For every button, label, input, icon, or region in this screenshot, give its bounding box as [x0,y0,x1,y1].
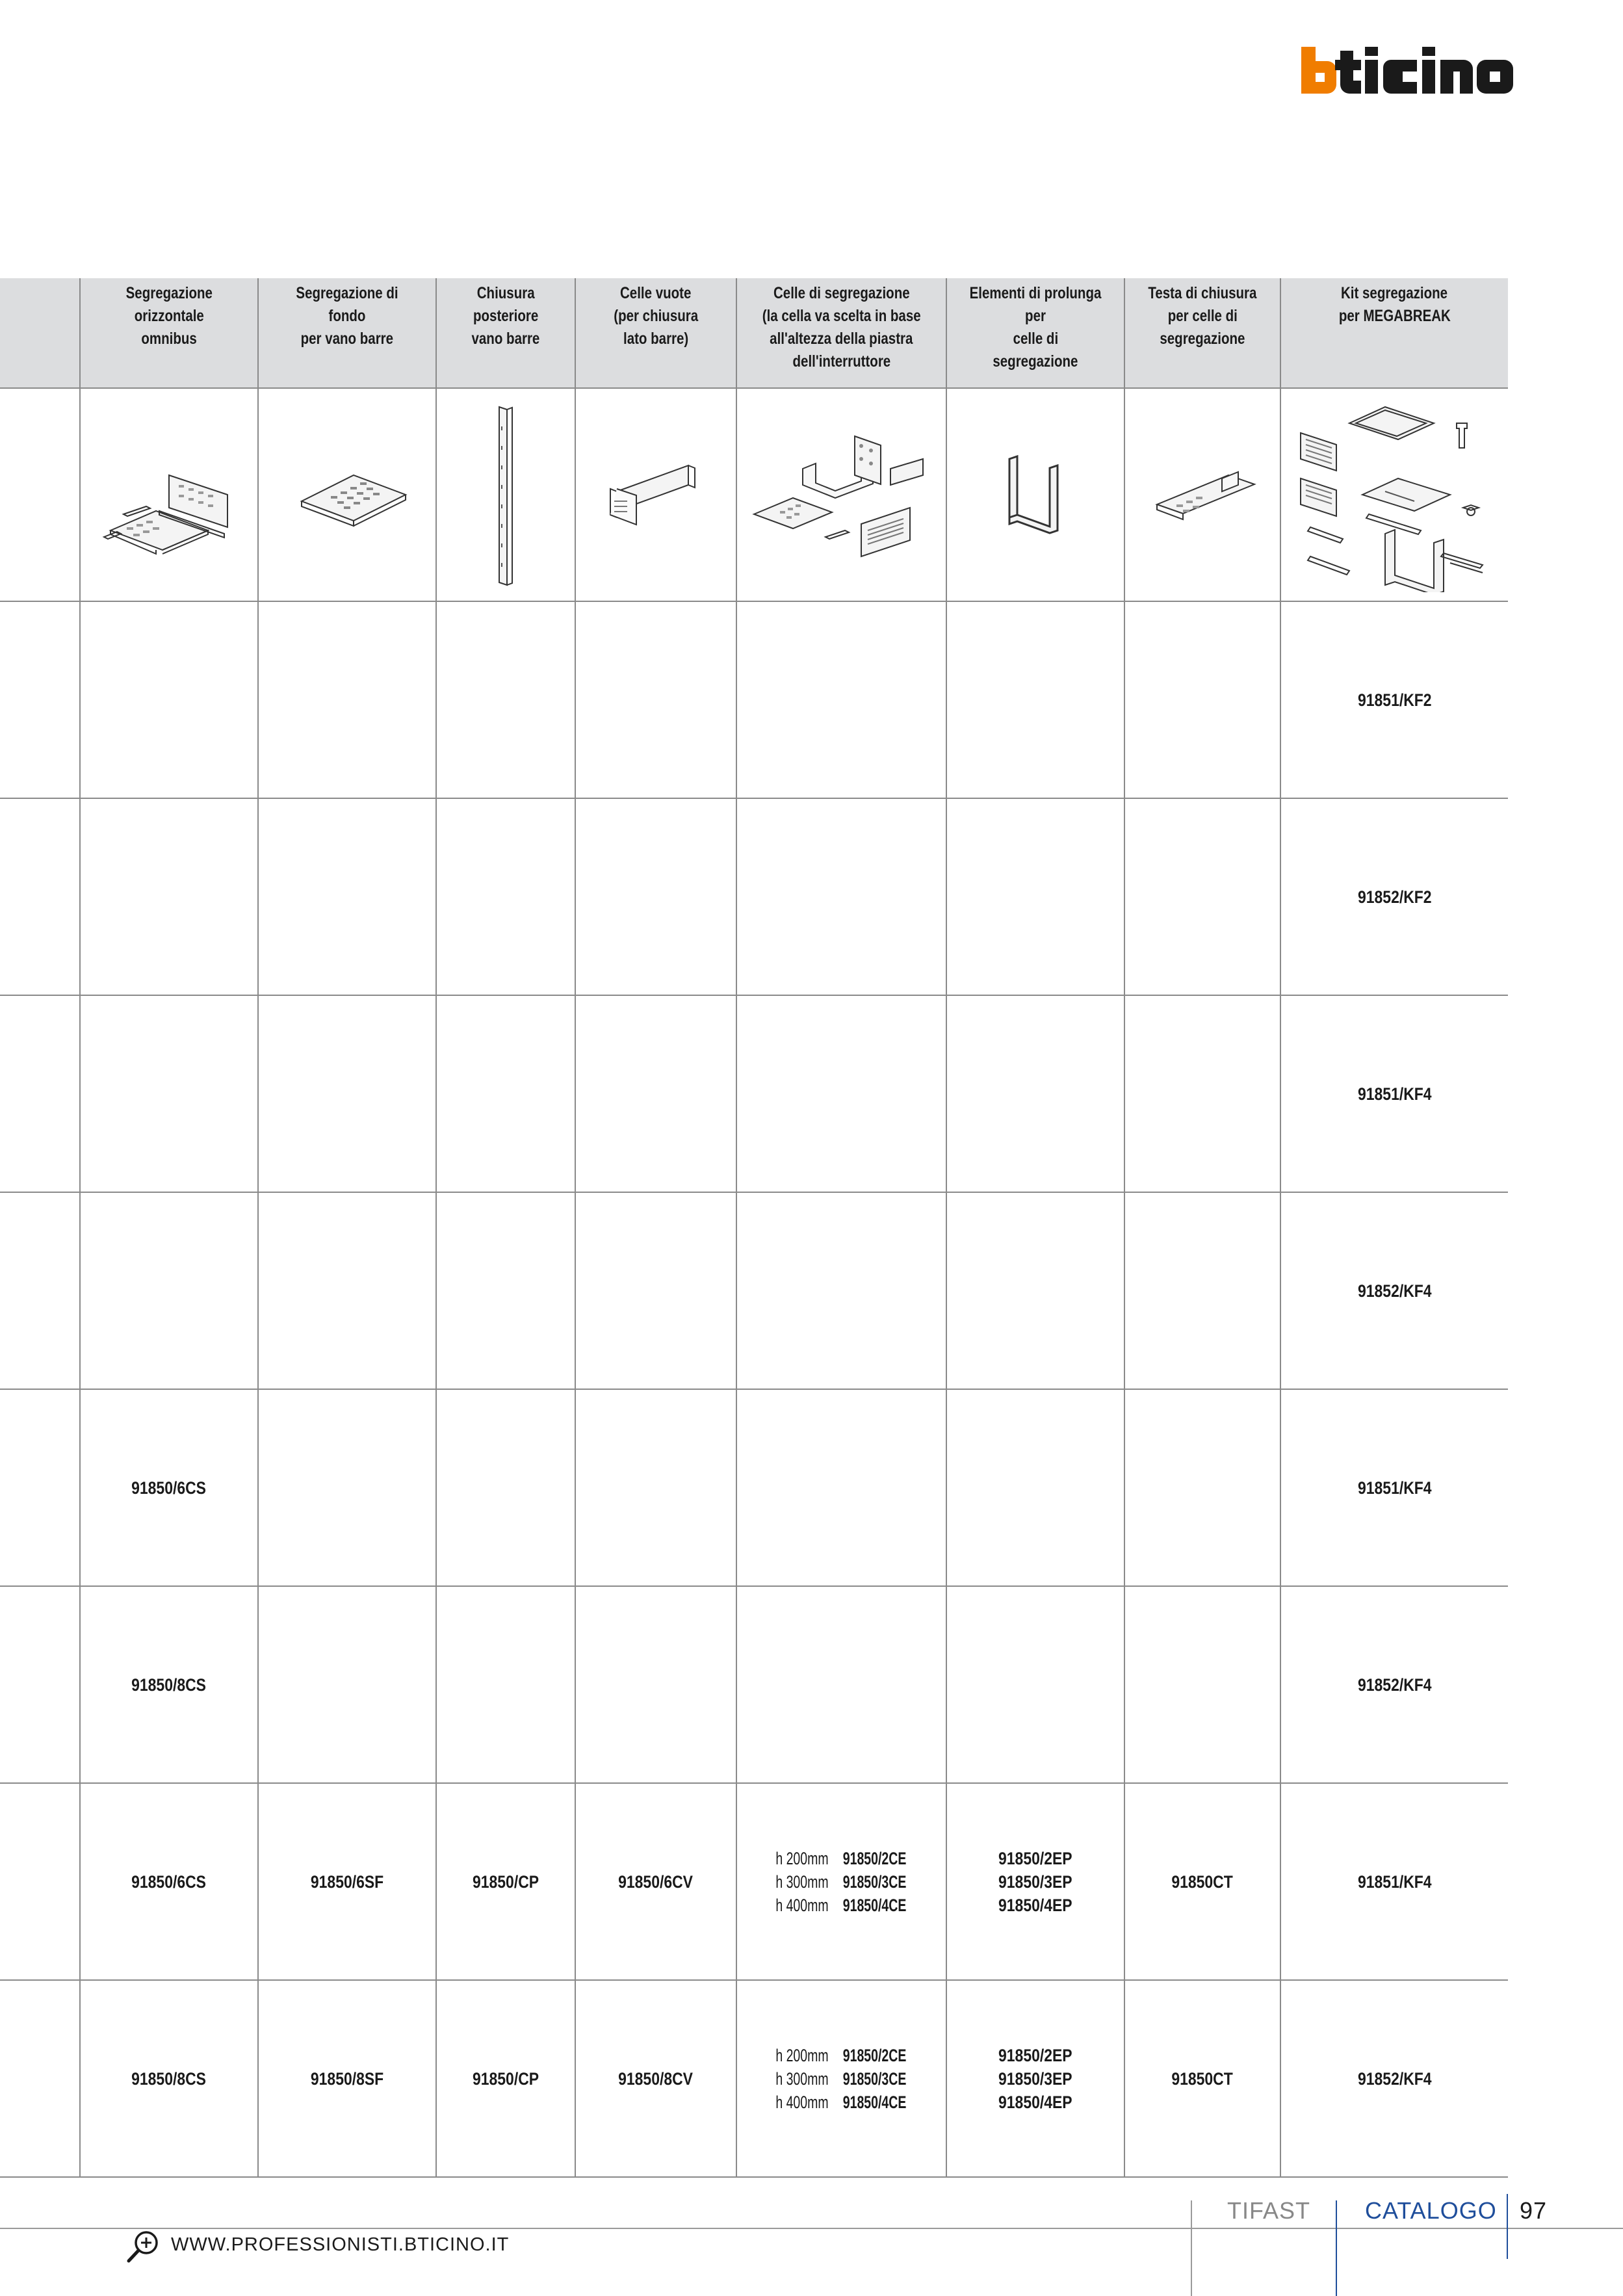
header-cell-fondo [258,278,436,388]
header-line: lato barre) [623,330,689,348]
table-cell [436,601,575,798]
cell-height-option [738,1894,945,1917]
table-row [0,1980,1508,2177]
table-cell [575,1389,736,1586]
product-code: 91850/6SF [310,1872,384,1892]
table-cell [736,798,946,995]
header-line: Testa di chiusura [1148,284,1257,302]
product-code: 91850/2EP [998,2045,1072,2065]
table-cell [436,1586,575,1783]
table-cell [1124,601,1280,798]
table-cell [575,1586,736,1783]
table-cell [575,1192,736,1389]
product-code: 91850/8CS [131,1675,207,1695]
table-cell [1124,1389,1280,1586]
table-row [0,1586,1508,1783]
table-cell [80,601,258,798]
empty-cell-drawing-icon [575,388,736,601]
table-cell [946,1783,1124,1980]
image-cell-empty [0,388,80,601]
header-line: segregazione [1160,330,1245,348]
table-cell [946,798,1124,995]
table-cell [1280,1980,1508,2177]
table-cell [575,798,736,995]
product-code: 91850/6CS [131,1872,207,1892]
header-line: Segregazione di fondo [296,284,398,325]
table-row [0,1389,1508,1586]
header-line: Elementi di prolunga per [969,284,1102,325]
table-cell [736,601,946,798]
table-cell [436,1783,575,1980]
header-line: Chiusura [476,284,535,302]
table-cell [1124,1192,1280,1389]
table-cell [1124,1586,1280,1783]
table-cell [946,1980,1124,2177]
product-code: 91850/8CS [131,2068,207,2089]
table-cell [0,601,80,798]
product-code: 91850/4CE [842,2092,907,2112]
header-line: all'altezza della piastra [770,330,913,348]
table-cell [1280,601,1508,798]
table-cell [1124,995,1280,1192]
table-cell [1280,995,1508,1192]
table-cell [946,995,1124,1192]
table-cell [258,1389,436,1586]
header-line: posteriore [473,307,539,325]
product-code: 91852/KF4 [1357,2068,1432,2089]
product-code: 91851/KF4 [1357,1872,1432,1892]
table-cell [258,1586,436,1783]
table-cell [436,995,575,1192]
header-line: Segregazione [125,284,213,302]
height-label: h 200mm [775,1848,829,1868]
segregation-cells-drawing-icon [736,388,946,601]
header-line: per vano barre [300,330,394,348]
rear-closure-strip-drawing-icon [436,388,575,601]
table-cell [575,995,736,1192]
table-cell [0,1389,80,1586]
table-cell [736,1586,946,1783]
product-code: 91852/KF2 [1357,887,1432,907]
table-cell [946,1389,1124,1586]
header-line: celle di [1013,330,1058,348]
table-cell [1280,798,1508,995]
table-cell [258,1980,436,2177]
website-link[interactable]: WWW.PROFESSIONISTI.BTICINO.IT [171,2234,510,2255]
extension-element-drawing-icon [946,388,1124,601]
header-cell-celle-vuote [575,278,736,388]
table-cell [575,1783,736,1980]
table-cell [0,798,80,995]
cell-height-option [738,2091,945,2114]
product-code: 91850CT [1171,1872,1234,1892]
table-cell [736,995,946,1192]
product-code: 91850/3CE [842,2068,907,2089]
table-cell [80,995,258,1192]
table-cell [1124,1980,1280,2177]
product-code: 91850/8SF [310,2068,384,2089]
product-code: 91850/6CS [131,1478,207,1498]
product-code: 91850/CP [472,2068,539,2089]
product-code: 91850/8CV [618,2068,694,2089]
header-line: per MEGABREAK [1338,307,1451,325]
product-code: 91852/KF4 [1357,1675,1432,1695]
table-cell [0,1192,80,1389]
product-code: 91850/3EP [998,1872,1072,1892]
table-cell [258,1192,436,1389]
table-cell [736,1389,946,1586]
table-cell [436,1980,575,2177]
table-cell [0,1586,80,1783]
omnibus-segregation-drawing-icon [80,388,258,601]
table-row [0,601,1508,798]
bticino-logo [1300,44,1514,96]
table-cell [80,1389,258,1586]
table-row [0,798,1508,995]
product-code: 91850/4EP [998,1895,1072,1915]
table-cell [80,798,258,995]
product-code: 91850/CP [472,1872,539,1892]
table-cell [0,995,80,1192]
product-code: 91850CT [1171,2068,1234,2089]
header-line: segregazione [993,352,1078,371]
cell-height-option [738,2044,945,2067]
table-cell [258,1783,436,1980]
table-cell [946,1586,1124,1783]
table-cell [258,995,436,1192]
table-cell [1280,1586,1508,1783]
table-cell [736,1783,946,1980]
header-line: (la cella va scelta in base [762,307,921,325]
product-code: 91850/4CE [842,1895,907,1915]
table-cell [80,1980,258,2177]
header-line: omnibus [141,330,197,348]
table-cell [575,601,736,798]
table-cell [80,1192,258,1389]
header-cell-kit [1280,278,1508,388]
table-cell [1280,1389,1508,1586]
footer-separator-1 [1191,2200,1192,2296]
table-cell [946,1192,1124,1389]
header-line: dell'interruttore [792,352,890,371]
header-line: vano barre [471,330,540,348]
header-line: Kit segregazione [1341,284,1448,302]
height-label: h 200mm [775,2045,829,2065]
table-cell [1124,798,1280,995]
product-code: 91850/6CV [618,1872,694,1892]
height-label: h 300mm [775,2068,829,2089]
table-cell [436,1192,575,1389]
height-label: h 400mm [775,2092,829,2112]
table-cell [436,1389,575,1586]
product-code: 91850/3CE [842,1872,907,1892]
table-row [0,1783,1508,1980]
table-cell [258,798,436,995]
footer-separator-2 [1336,2200,1337,2296]
cell-height-option [738,1847,945,1870]
header-cell-0 [0,278,80,388]
header-cell-testa [1124,278,1280,388]
product-code: 91850/2CE [842,1848,907,1868]
header-cell-omnibus [80,278,258,388]
table-cell [0,1783,80,1980]
header-line: orizzontale [134,307,204,325]
product-code: 91850/2EP [998,1848,1072,1868]
magnifier-plus-icon[interactable] [125,2228,162,2265]
product-code: 91851/KF4 [1357,1084,1432,1104]
footer-catalog-label: CATALOGO [1365,2197,1497,2224]
product-code: 91852/KF4 [1357,1281,1432,1301]
megabreak-kit-drawing-icon [1280,388,1508,601]
table-row [0,1192,1508,1389]
table-cell [1280,1192,1508,1389]
table-cell [80,1586,258,1783]
cell-height-option [738,1870,945,1894]
table-cell [736,1192,946,1389]
product-table [0,278,1508,2178]
product-code: 91851/KF2 [1357,690,1432,710]
product-code: 91850/3EP [998,2068,1072,2089]
product-code: 91851/KF4 [1357,1478,1432,1498]
header-cell-prolunga [946,278,1124,388]
image-row [0,388,1508,601]
bottom-segregation-drawing-icon [258,388,436,601]
table-cell [1280,1783,1508,1980]
header-line: per celle di [1167,307,1238,325]
table-cell [436,798,575,995]
table-cell [1124,1783,1280,1980]
cell-height-option [738,2067,945,2091]
table-cell [80,1783,258,1980]
header-cell-chiusura [436,278,575,388]
product-code: 91850/4EP [998,2092,1072,2112]
height-label: h 300mm [775,1872,829,1892]
footer-divider [0,2228,1623,2229]
table-cell [0,1980,80,2177]
header-row [0,278,1508,388]
table-cell [946,601,1124,798]
footer-separator-3 [1507,2194,1508,2259]
table-row [0,995,1508,1192]
table-cell [575,1980,736,2177]
closing-head-drawing-icon [1124,388,1280,601]
header-line: Celle di segregazione [773,284,910,302]
height-label: h 400mm [775,1895,829,1915]
footer-section-label: TIFAST [1227,2197,1311,2224]
table-cell [736,1980,946,2177]
header-line: (per chiusura [614,307,698,325]
product-code: 91850/2CE [842,2045,907,2065]
page-number: 97 [1520,2197,1548,2224]
header-cell-celle-segregazione [736,278,946,388]
header-line: Celle vuote [620,284,692,302]
table-cell [258,601,436,798]
